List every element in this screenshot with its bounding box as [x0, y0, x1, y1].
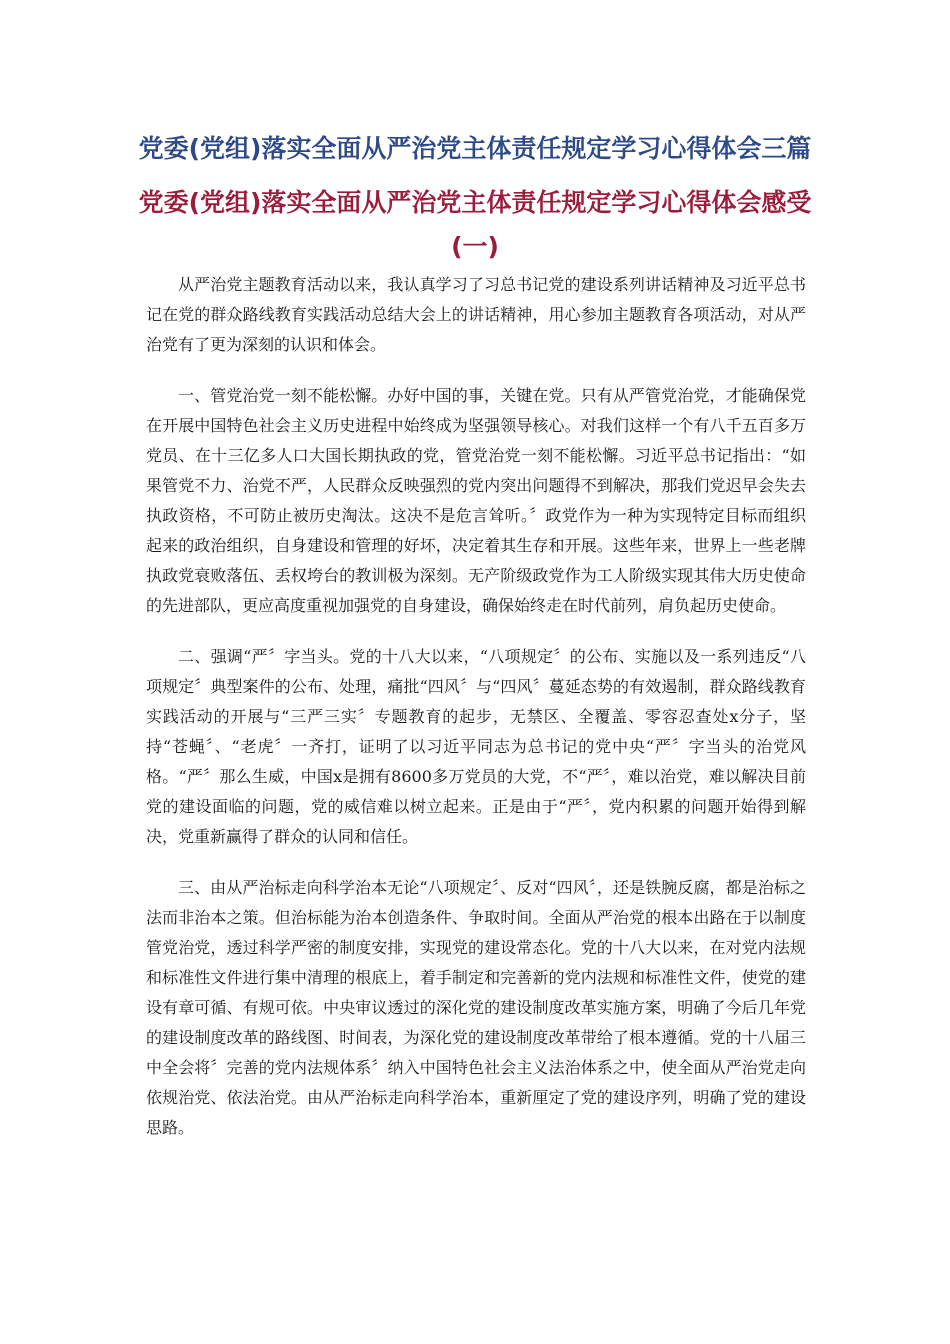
paragraph-intro: 从严治党主题教育活动以来，我认真学习了习总书记党的建设系列讲话精神及习近平总书记在党的群众路线教育实践活动总结大会上的讲话精神，用心参加主题教育各项活动，对从严治党有了更为深刻的认识和体会。: [146, 275, 806, 354]
document-title: 党委(党组)落实全面从严治党主体责任规定学习心得体会三篇: [138, 134, 812, 163]
document-subtitle: 党委(党组)落实全面从严治党主体责任规定学习心得体会感受: [138, 188, 812, 217]
section-number: (一): [451, 232, 499, 261]
document-body: [146, 270, 806, 1164]
paragraph-section-2: 二、强调“严〞字当头。党的十八大以来，“八项规定〞的公布、实施以及一系列违反“八项规定〞典型案件的公布、处理，痛批“四风〞与“四风〞蔓延态势的有效遏制，群众路线教育实践活动的开展与“三严三实〞专题教育的起步，无禁区、全覆盖、零容忍查处x分子，坚持“苍蝇〞、“老虎〞一齐打，证明了以习近平同志为总书记的党中央“严〞字当头的治党风格。“严〞那么生威，中国x是拥有8600多万党员的大党，不“严〞，难以治党，难以解决目前党的建设面临的问题，党的威信难以树立起来。正是由于“严〞，党内积累的问题开始得到解决，党重新赢得了群众的认同和信任。: [146, 647, 806, 846]
paragraph-section-3: 三、由从严治标走向科学治本无论“八项规定〞、反对“四风〞，还是铁腕反腐，都是治标之法而非治本之策。但治标能为治本创造条件、争取时间。全面从严治党的根本出路在于以制度管党治党，透过科学严密的制度安排，实现党的建设常态化。党的十八大以来，在对党内法规和标准性文件进行集中清理的根底上，着手制定和完善新的党内法规和标准性文件，使党的建设有章可循、有规可依。中央审议透过的深化党的建设制度改革实施方案，明确了今后几年党的建设制度改革的路线图、时间表，为深化党的建设制度改革带给了根本遵循。党的十八届三中全会将〞完善的党内法规体系〞纳入中国特色社会主义法治体系之中，使全面从严治党走向依规治党、依法治党。由从严治标走向科学治本，重新厘定了党的建设序列，明确了党的建设思路。: [146, 878, 806, 1137]
paragraph-section-1: 一、管党治党一刻不能松懈。办好中国的事，关键在党。只有从严管党治党，才能确保党在开展中国特色社会主义历史进程中始终成为坚强领导核心。对我们这样一个有八千五百多万党员、在十三亿多人口大国长期执政的党，管党治党一刻不能松懈。习近平总书记指出：“如果管党不力、治党不严，人民群众反映强烈的党内突出问题得不到解决，那我们党迟早会失去执政资格，不可防止被历史淘汰。这决不是危言耸听。〞政党作为一种为实现特定目标而组织起来的政治组织，自身建设和管理的好坏，决定着其生存和开展。这些年来，世界上一些老牌执政党衰败落伍、丢权垮台的教训极为深刻。无产阶级政党作为工人阶级实现其伟大历史使命的先进部队，更应高度重视加强党的自身建设，确保始终走在时代前列，肩负起历史使命。: [146, 386, 806, 615]
